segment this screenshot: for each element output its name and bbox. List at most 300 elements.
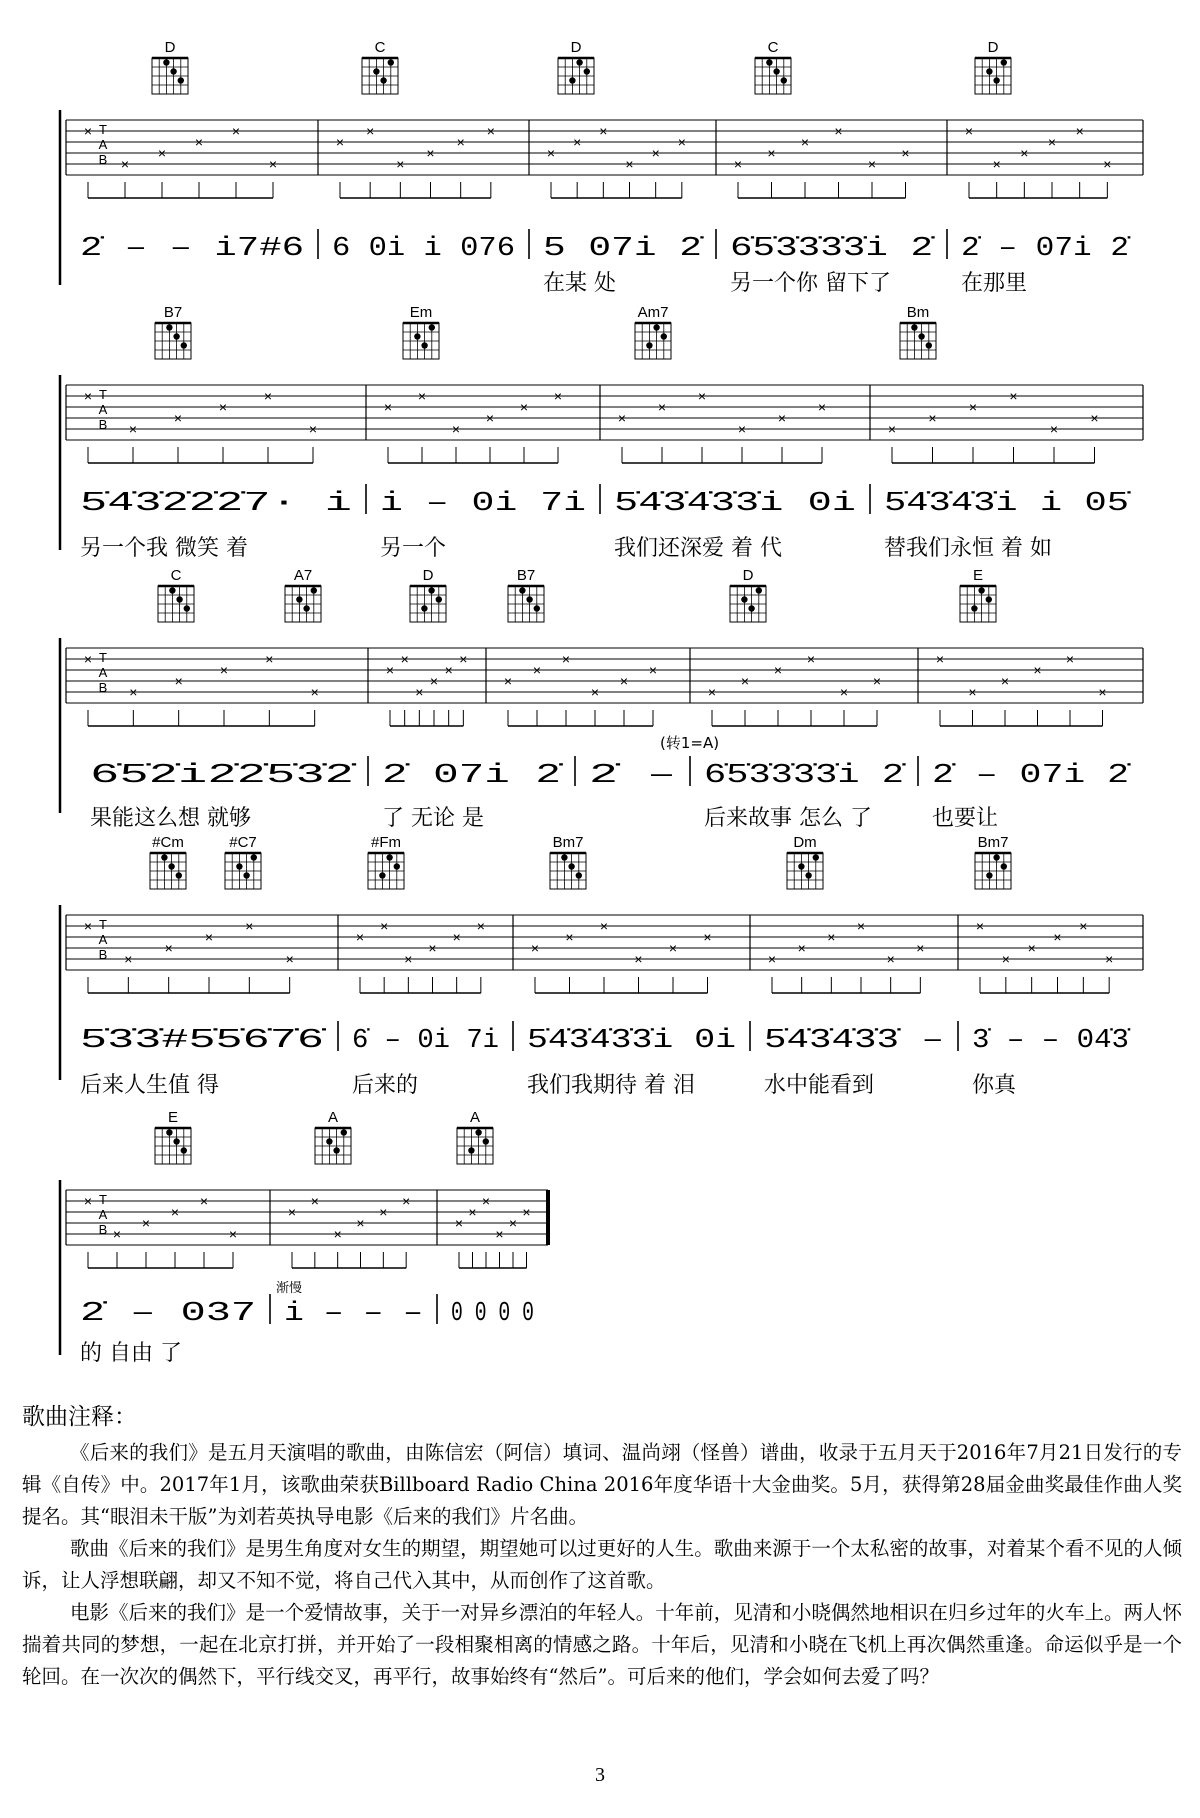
chord-finger-dot xyxy=(333,1147,339,1153)
chord-diagram xyxy=(550,834,586,889)
chord-finger-dot xyxy=(166,1129,172,1135)
tab-note-mark: × xyxy=(83,651,93,667)
jianpu-measure: 6 0i i 076 xyxy=(332,234,515,264)
chord-diagram xyxy=(155,304,191,359)
tab-note-mark: × xyxy=(519,399,529,415)
chord-name: E xyxy=(972,567,984,584)
lyric-line: 在那里 xyxy=(961,271,1028,296)
tab-note-mark: × xyxy=(495,1226,504,1242)
lyric-line: 我们还深爱 着 代 xyxy=(614,536,782,561)
tab-note-mark: × xyxy=(733,156,743,172)
chord-finger-dot xyxy=(184,605,190,611)
jianpu-measure: 2̇ – 07i 2̇ xyxy=(932,761,1132,791)
tab-note-mark: × xyxy=(268,156,278,172)
tab-note-mark: × xyxy=(380,918,389,934)
jianpu-measure: 5̇4̇3̇4̇3̇3̇ – xyxy=(764,1026,944,1056)
tab-note-mark: × xyxy=(1065,651,1075,667)
tab-note-mark: × xyxy=(901,145,910,161)
tab-note-mark: × xyxy=(245,918,254,934)
chord-name: Em xyxy=(409,304,433,321)
chord-finger-dot xyxy=(341,1129,347,1135)
tab-note-mark: × xyxy=(83,1193,93,1209)
chord-finger-dot xyxy=(773,68,779,74)
chord-finger-dot xyxy=(421,605,427,611)
tab-note-mark: × xyxy=(129,684,138,700)
chord-finger-dot xyxy=(311,587,317,593)
tab-note-mark: × xyxy=(503,673,513,689)
chord-finger-dot xyxy=(978,587,984,593)
chord-diagram xyxy=(900,304,936,359)
jianpu-measure: 6̇5̇3̇3̇3̇3̇i 2̇ xyxy=(704,761,907,791)
tab-note-mark: × xyxy=(366,123,375,139)
chord-name: D xyxy=(987,39,999,56)
chord-diagram xyxy=(975,39,1011,94)
chord-finger-dot xyxy=(388,59,394,65)
chord-finger-dot xyxy=(326,1138,332,1144)
tab-note-mark: × xyxy=(1103,156,1112,172)
chord-finger-dot xyxy=(766,59,772,65)
tab-note-mark: × xyxy=(856,918,866,934)
chord-finger-dot xyxy=(926,342,932,348)
chord-finger-dot xyxy=(181,342,187,348)
tab-note-mark: × xyxy=(546,145,556,161)
tab-clef-letter: T xyxy=(99,387,107,402)
chord-finger-dot xyxy=(429,324,435,330)
tab-note-mark: × xyxy=(530,940,540,956)
lyric-line: 我们我期待 着 泪 xyxy=(527,1073,695,1098)
jianpu-measure: i – 0i 7i xyxy=(380,489,586,519)
tab-note-mark: × xyxy=(333,1226,342,1242)
tab-note-mark: × xyxy=(975,918,985,934)
lyric-line: 你真 xyxy=(972,1073,1017,1098)
chord-finger-dot xyxy=(813,854,819,860)
chord-name: #C7 xyxy=(229,834,257,851)
tab-note-mark: × xyxy=(916,940,925,956)
tab-note-mark: × xyxy=(174,673,183,689)
chord-diagram xyxy=(508,567,544,622)
tab-system-5 xyxy=(60,1109,548,1366)
tab-note-mark: × xyxy=(617,410,627,426)
chord-finger-dot xyxy=(303,605,309,611)
lyric-line: 后来故事 怎么 了 xyxy=(704,806,872,831)
tab-note-mark: × xyxy=(872,673,882,689)
tab-note-mark: × xyxy=(668,940,678,956)
tab-note-mark: × xyxy=(553,388,563,404)
chord-diagram xyxy=(635,304,671,359)
tab-note-mark: × xyxy=(355,929,365,945)
tab-note-mark: × xyxy=(415,684,424,700)
tab-note-mark: × xyxy=(219,662,229,678)
chord-name: Am7 xyxy=(637,304,669,321)
chord-name: B7 xyxy=(163,304,183,321)
chord-finger-dot xyxy=(805,872,811,878)
chord-finger-dot xyxy=(911,324,917,330)
jianpu-measure: 5 07i 2̇ xyxy=(543,234,705,264)
chord-finger-dot xyxy=(243,872,249,878)
chord-name: D xyxy=(742,567,754,584)
chord-finger-dot xyxy=(296,596,302,602)
tab-note-mark: × xyxy=(124,951,133,967)
chord-finger-dot xyxy=(380,77,386,83)
tab-note-mark: × xyxy=(486,123,495,139)
chord-finger-dot xyxy=(161,854,167,860)
tab-clef-letter: B xyxy=(98,680,108,695)
tab-note-mark: × xyxy=(1000,673,1010,689)
tab-note-mark: × xyxy=(285,951,294,967)
chord-finger-dot xyxy=(576,872,582,878)
tab-note-mark: × xyxy=(170,1204,180,1220)
jianpu-measure: 2̇ 07i 2̇ xyxy=(382,761,565,791)
chord-name: D xyxy=(570,39,582,56)
chord-finger-dot xyxy=(163,59,169,65)
chord-name: E xyxy=(167,1109,179,1126)
tab-note-mark: × xyxy=(83,123,93,139)
tab-note-mark: × xyxy=(565,929,574,945)
chord-finger-dot xyxy=(1001,863,1007,869)
jianpu-measure: 5̇4̇3̇2̇2̇2̇7· i xyxy=(80,489,352,519)
tab-note-mark: × xyxy=(590,684,600,700)
tab-note-mark: × xyxy=(1027,940,1036,956)
tab-note-mark: × xyxy=(532,662,542,678)
tab-note-mark: × xyxy=(599,918,609,934)
lyric-line: 另一个我 微笑 着 xyxy=(80,536,248,561)
chord-diagram xyxy=(558,39,594,94)
tab-clef-letter: A xyxy=(98,137,108,152)
tab-note-mark: × xyxy=(968,684,977,700)
chord-finger-dot xyxy=(379,872,385,878)
chord-finger-dot xyxy=(169,587,175,593)
chord-name: C xyxy=(767,39,779,56)
chord-finger-dot xyxy=(475,1129,481,1135)
tab-note-mark: × xyxy=(83,388,93,404)
chord-name: D xyxy=(422,567,434,584)
tab-note-mark: × xyxy=(740,673,750,689)
chord-diagram xyxy=(410,567,446,622)
tab-note-mark: × xyxy=(128,421,138,437)
tab-note-mark: × xyxy=(265,651,274,667)
chord-finger-dot xyxy=(173,1138,179,1144)
tab-note-mark: × xyxy=(218,399,228,415)
chord-diagram xyxy=(787,834,823,889)
chord-name: #Cm xyxy=(152,834,184,851)
lyric-line: 水中能看到 xyxy=(764,1073,875,1098)
tab-note-mark: × xyxy=(625,156,634,172)
tab-note-mark: × xyxy=(468,1204,477,1220)
tab-note-mark: × xyxy=(1047,134,1057,150)
chord-finger-dot xyxy=(993,854,999,860)
tab-note-mark: × xyxy=(1020,145,1029,161)
tab-note-mark: × xyxy=(452,929,461,945)
tab-note-mark: × xyxy=(400,651,409,667)
tab-note-mark: × xyxy=(1049,421,1059,437)
chord-diagram xyxy=(150,834,186,889)
tab-note-mark: × xyxy=(867,156,877,172)
jianpu-measure: 5̇4̇3̇4̇3̇3̇i 0i xyxy=(527,1026,736,1056)
chord-finger-dot xyxy=(394,863,400,869)
chord-finger-dot xyxy=(798,863,804,869)
chord-finger-dot xyxy=(741,596,747,602)
lyric-line: 替我们永恒 着 如 xyxy=(884,536,1052,561)
tab-note-mark: × xyxy=(204,929,214,945)
jianpu-measure: 0 0 0 0 xyxy=(451,1299,534,1329)
tab-system-1 xyxy=(60,39,1143,296)
chord-diagram xyxy=(457,1109,493,1164)
tab-clef-letter: T xyxy=(99,122,107,137)
tab-note-mark: × xyxy=(522,1204,531,1220)
tab-note-mark: × xyxy=(263,388,273,404)
tempo-mark: 渐慢 xyxy=(276,1281,303,1296)
tab-note-mark: × xyxy=(194,134,204,150)
chord-name: A xyxy=(327,1109,339,1126)
tab-note-mark: × xyxy=(651,145,660,161)
tab-note-mark: × xyxy=(199,1193,209,1209)
tab-clef-letter: T xyxy=(99,917,107,932)
chord-finger-dot xyxy=(414,333,420,339)
jianpu-measure: 6̇5̇3̇3̇3̇3̇i 2̇ xyxy=(730,234,936,264)
tab-system-4 xyxy=(60,834,1143,1098)
chord-finger-dot xyxy=(561,854,567,860)
tab-note-mark: × xyxy=(164,940,173,956)
tab-note-mark: × xyxy=(1033,662,1042,678)
tab-note-mark: × xyxy=(839,684,849,700)
chord-finger-dot xyxy=(483,1138,489,1144)
tab-note-mark: × xyxy=(561,651,571,667)
chord-finger-dot xyxy=(986,596,992,602)
notes-paragraph-2: 歌曲《后来的我们》是男生角度对女生的期望，期望她可以过更好的人生。歌曲来源于一个太私密的故事，对着某个看不见的人倾诉，让人浮想联翩，却又不知不觉，将自己代入其中，从而创作了这首歌。 xyxy=(22,1537,1182,1592)
chord-diagram xyxy=(152,39,188,94)
tab-clef-letter: T xyxy=(99,1192,107,1207)
chord-name: #Fm xyxy=(371,834,401,851)
lyric-line: 果能这么想 就够 xyxy=(90,806,251,831)
lyric-line: 后来人生值 得 xyxy=(80,1073,219,1098)
chord-finger-dot xyxy=(468,1147,474,1153)
chord-finger-dot xyxy=(168,863,174,869)
chord-finger-dot xyxy=(569,77,575,83)
tab-note-mark: × xyxy=(1001,951,1010,967)
tab-note-mark: × xyxy=(173,410,183,426)
tab-note-mark: × xyxy=(485,410,495,426)
tab-note-mark: × xyxy=(417,388,427,404)
tab-note-mark: × xyxy=(657,399,667,415)
tab-note-mark: × xyxy=(481,1193,491,1209)
chord-diagram xyxy=(158,567,194,622)
tab-note-mark: × xyxy=(767,951,777,967)
song-notes xyxy=(22,1398,1182,1693)
jianpu-measure: 6̇ – 0i 7i xyxy=(352,1026,499,1056)
chord-finger-dot xyxy=(576,59,582,65)
tab-note-mark: × xyxy=(928,410,937,426)
tab-note-mark: × xyxy=(797,940,806,956)
chord-finger-dot xyxy=(170,68,176,74)
chord-finger-dot xyxy=(176,872,182,878)
jianpu-measure: 3̇ – – 04̇3̇ xyxy=(972,1026,1132,1056)
chord-finger-dot xyxy=(653,324,659,330)
tab-note-mark: × xyxy=(1105,951,1114,967)
chord-diagram xyxy=(755,39,791,94)
tab-clef-letter: B xyxy=(98,417,108,432)
chord-diagram xyxy=(403,304,439,359)
chord-diagram xyxy=(960,567,996,622)
tab-note-mark: × xyxy=(459,651,468,667)
tab-note-mark: × xyxy=(773,662,783,678)
jianpu-measure: i – – – xyxy=(284,1299,423,1329)
tab-note-mark: × xyxy=(619,673,629,689)
chord-diagram xyxy=(362,39,398,94)
chord-diagram xyxy=(315,1109,351,1164)
lyric-line: 另一个你 留下了 xyxy=(730,271,891,296)
tab-note-mark: × xyxy=(112,1226,122,1242)
tab-note-mark: × xyxy=(677,134,686,150)
chord-diagram xyxy=(285,567,321,622)
tab-note-mark: × xyxy=(935,651,945,667)
tab-note-mark: × xyxy=(385,662,395,678)
tab-note-mark: × xyxy=(451,421,461,437)
tab-note-mark: × xyxy=(1079,918,1088,934)
chord-finger-dot xyxy=(251,854,257,860)
tab-note-mark: × xyxy=(508,1215,518,1231)
tab-note-mark: × xyxy=(428,940,437,956)
chord-finger-dot xyxy=(584,68,590,74)
tab-note-mark: × xyxy=(396,156,405,172)
tab-note-mark: × xyxy=(1090,410,1099,426)
tab-note-mark: × xyxy=(964,123,974,139)
tab-note-mark: × xyxy=(141,1215,151,1231)
chord-finger-dot xyxy=(646,342,652,348)
tab-note-mark: × xyxy=(817,399,827,415)
tab-note-mark: × xyxy=(827,929,836,945)
jianpu-measure: 5̇4̇3̇4̇3̇3̇i 0i xyxy=(614,489,856,519)
tab-note-mark: × xyxy=(310,1193,319,1209)
tab-note-mark: × xyxy=(777,410,787,426)
chord-diagram xyxy=(225,834,261,889)
tab-note-mark: × xyxy=(1098,684,1107,700)
chord-diagram xyxy=(155,1109,191,1164)
chord-finger-dot xyxy=(568,863,574,869)
chord-finger-dot xyxy=(1001,59,1007,65)
tab-note-mark: × xyxy=(992,156,1001,172)
chord-finger-dot xyxy=(166,324,172,330)
jianpu-measure: 2̇ – xyxy=(589,761,676,791)
chord-name: B7 xyxy=(516,567,536,584)
jianpu-measure: 5̇4̇3̇4̇3̇i i 05̇ xyxy=(884,489,1132,519)
chord-name: A xyxy=(469,1109,481,1126)
lyric-line: 了 无论 是 xyxy=(382,806,484,831)
chord-finger-dot xyxy=(756,587,762,593)
tab-note-mark: × xyxy=(456,134,465,150)
tab-note-mark: × xyxy=(707,684,717,700)
chord-finger-dot xyxy=(436,596,442,602)
tab-note-mark: × xyxy=(310,684,319,700)
chord-finger-dot xyxy=(748,605,754,611)
chord-name: Bm7 xyxy=(977,834,1009,851)
tab-clef-letter: B xyxy=(98,152,108,167)
tab-note-mark: × xyxy=(476,918,485,934)
tab-note-mark: × xyxy=(383,399,393,415)
tab-note-mark: × xyxy=(767,145,776,161)
tab-note-mark: × xyxy=(1075,123,1084,139)
tab-note-mark: × xyxy=(356,1215,365,1231)
notes-heading: 歌曲注释： xyxy=(22,1404,137,1430)
jianpu-measure: 2̇ – 037 xyxy=(80,1299,256,1329)
tab-clef-letter: A xyxy=(98,1207,108,1222)
tab-note-mark: × xyxy=(634,951,643,967)
jianpu-measure: 2̇ – – i7#6 xyxy=(80,234,304,264)
tab-note-mark: × xyxy=(573,134,582,150)
chord-finger-dot xyxy=(781,77,787,83)
tab-note-mark: × xyxy=(703,929,712,945)
chord-diagram xyxy=(730,567,766,622)
tab-note-mark: × xyxy=(287,1204,297,1220)
chord-name: Bm7 xyxy=(552,834,584,851)
tab-system-3 xyxy=(60,567,1143,831)
tab-note-mark: × xyxy=(968,399,978,415)
tab-note-mark: × xyxy=(83,918,93,934)
tab-note-mark: × xyxy=(599,123,608,139)
tab-note-mark: × xyxy=(648,662,658,678)
chord-name: Dm xyxy=(793,834,817,851)
chord-name: A7 xyxy=(293,567,313,584)
tab-clef-letter: T xyxy=(99,650,107,665)
tab-note-mark: × xyxy=(404,951,413,967)
chord-finger-dot xyxy=(519,587,525,593)
lyric-line: 后来的 xyxy=(352,1073,419,1098)
chord-finger-dot xyxy=(993,77,999,83)
chord-diagram xyxy=(368,834,404,889)
tab-note-mark: × xyxy=(228,1226,238,1242)
jianpu-measure: 6̇5̇2̇i2̇2̇5̇3̇2̇ xyxy=(90,761,358,791)
tab-note-mark: × xyxy=(800,134,810,150)
tab-note-mark: × xyxy=(1053,929,1062,945)
chord-finger-dot xyxy=(386,854,392,860)
chord-finger-dot xyxy=(181,1147,187,1153)
tab-clef-letter: B xyxy=(98,947,108,962)
tab-note-mark: × xyxy=(834,123,843,139)
chord-name: C xyxy=(374,39,386,56)
notes-paragraph-3: 电影《后来的我们》是一个爱情故事，关于一对异乡漂泊的年轻人。十年前，见清和小晓偶然地相识在归乡过年的火车上。两人怀揣着共同的梦想，一起在北京打拼，并开始了一段相聚相离的情感之路。十年后，见清和小晓在飞机上再次偶然重逢。命运似乎是一个轮回。在一次次的偶然下，平行线交叉，再平行，故事始终有“然后”。可后来的他们，学会如何去爱了吗？ xyxy=(22,1601,1182,1688)
page-number: 3 xyxy=(595,1764,605,1786)
tab-note-mark: × xyxy=(886,951,895,967)
chord-finger-dot xyxy=(236,863,242,869)
tab-note-mark: × xyxy=(444,662,453,678)
jianpu-measure: 5̇3̇3̇#5̇5̇6̇7̇6̇ xyxy=(80,1026,328,1056)
tab-note-mark: × xyxy=(402,1193,411,1209)
key-change-mark: (转1=A) xyxy=(660,734,720,752)
chord-finger-dot xyxy=(986,68,992,74)
tab-note-mark: × xyxy=(231,123,241,139)
tab-note-mark: × xyxy=(887,421,897,437)
tab-note-mark: × xyxy=(697,388,707,404)
chord-finger-dot xyxy=(373,68,379,74)
tab-note-mark: × xyxy=(1009,388,1018,404)
chord-finger-dot xyxy=(971,605,977,611)
tab-note-mark: × xyxy=(454,1215,464,1231)
tab-note-mark: × xyxy=(157,145,167,161)
tab-clef-letter: B xyxy=(98,1222,108,1237)
chord-finger-dot xyxy=(173,333,179,339)
chord-finger-dot xyxy=(918,333,924,339)
notes-paragraph-1: 《后来的我们》是五月天演唱的歌曲，由陈信宏（阿信）填词、温尚翊（怪兽）谱曲，收录于五月天于2016年7月21日发行的专辑《自传》中。2017年1月，该歌曲荣获Billboard Radio China 2016年度华语十大金曲奖。5月，获得第28届金曲奖最佳作曲人奖提名。其“眼泪未干版”为刘若英执导电影《后来的我们》片名曲。 xyxy=(22,1441,1182,1528)
lyric-line: 的 自由 了 xyxy=(80,1341,182,1366)
chord-finger-dot xyxy=(178,77,184,83)
chord-finger-dot xyxy=(986,872,992,878)
chord-name: Bm xyxy=(906,304,930,321)
tab-note-mark: × xyxy=(335,134,345,150)
tab-clef-letter: A xyxy=(98,665,108,680)
chord-finger-dot xyxy=(661,333,667,339)
chord-finger-dot xyxy=(421,342,427,348)
chord-finger-dot xyxy=(526,596,532,602)
chord-name: D xyxy=(164,39,176,56)
